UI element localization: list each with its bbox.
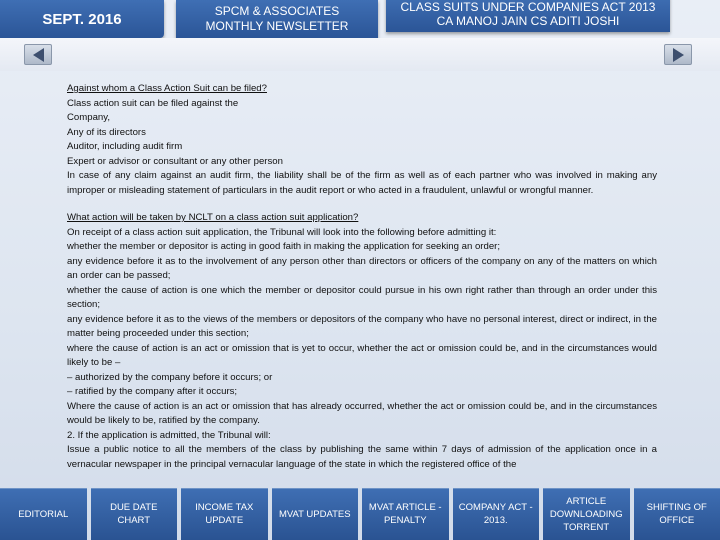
issue-date: SEPT. 2016 — [42, 10, 122, 28]
footer-link-article-torrent[interactable]: ARTICLE DOWNLOADING TORRENT — [543, 488, 630, 540]
article-body — [67, 82, 657, 486]
paragraph: Where the cause of action is an act or omission that has already occurred, whether the act or omission could be, and in the circumstances would be likely to be, ratified by the company. — [67, 400, 657, 426]
paragraph: Class action suit can be filed against the — [67, 97, 239, 109]
article-authors: CA MANOJ JAIN CS ADITI JOSHI — [436, 14, 620, 28]
triangle-left-icon — [33, 48, 44, 62]
footer-link-mvat-article[interactable]: MVAT ARTICLE - PENALTY — [362, 488, 449, 540]
paragraph: – authorized by the company before it occurs; or — [67, 371, 273, 383]
section-heading: Against whom a Class Action Suit can be filed? — [67, 83, 267, 94]
paragraph: where the cause of action is an act or omission that is yet to occur, whether the act or omission could be, and in the circumstances would likely to be – — [67, 342, 657, 368]
firm-name: SPCM & ASSOCIATES — [214, 4, 340, 18]
navigation-bar — [0, 38, 720, 71]
paragraph: – ratified by the company after it occurs; — [67, 386, 238, 397]
paragraph: any evidence before it as to the involvement of any person other than directors or officers of the company on any of the matters on which an order can be passed; — [67, 255, 657, 281]
footer-link-income-tax-update[interactable]: INCOME TAX UPDATE — [181, 488, 268, 540]
paragraph: whether the member or depositor is acting in good faith in making the application for seeking an order; — [67, 241, 501, 252]
footer-link-due-date-chart[interactable]: DUE DATE CHART — [91, 488, 178, 540]
triangle-right-icon — [673, 48, 684, 62]
newsletter-label: MONTHLY NEWSLETTER — [205, 19, 349, 33]
paragraph: Expert or advisor or consultant or any other person — [67, 155, 283, 167]
paragraph: Company, — [67, 112, 111, 123]
paragraph: Issue a public notice to all the members of the class by publishing the same within 7 days of admission of the application once in a vernacular newspaper in the principal vernacular language of the state in which the registered office of the — [67, 444, 657, 470]
paragraph: Any of its directors — [67, 126, 146, 138]
footer-navigation — [0, 488, 720, 540]
paragraph: 2. If the application is admitted, the Tribunal will: — [67, 429, 271, 441]
footer-link-mvat-updates[interactable]: MVAT UPDATES — [272, 488, 359, 540]
paragraph: any evidence before it as to the views of the members or depositors of the company who have no personal interest, direct or indirect, in the matter being proceeded under this section; — [67, 313, 657, 339]
date-tab — [0, 0, 164, 38]
footer-link-shifting-office[interactable]: SHIFTING OF OFFICE — [634, 488, 720, 540]
newsletter-tab — [176, 0, 378, 38]
next-page-button[interactable] — [664, 44, 692, 65]
paragraph: whether the cause of action is one which the member or depositor could pursue in his own right rather than through an order under this section; — [67, 284, 657, 310]
previous-page-button[interactable] — [24, 44, 52, 65]
footer-link-company-act[interactable]: COMPANY ACT - 2013. — [453, 488, 540, 540]
article-title: CLASS SUITS UNDER COMPANIES ACT 2013 — [400, 0, 656, 14]
footer-link-editorial[interactable]: EDITORIAL — [0, 488, 87, 540]
section-heading: What action will be taken by NCLT on a class action suit application? — [67, 212, 359, 223]
paragraph: Auditor, including audit firm — [67, 141, 183, 152]
paragraph: On receipt of a class action suit application, the Tribunal will look into the following before admitting it: — [67, 226, 497, 238]
paragraph: In case of any claim against an audit firm, the liability shall be of the firm as well as of each partner who was involved in making any improper or misleading statement of particulars in the audit report or who acted in a fraudulent, unlawful or wrongful manner. — [67, 170, 657, 196]
article-title-tab — [386, 0, 670, 32]
